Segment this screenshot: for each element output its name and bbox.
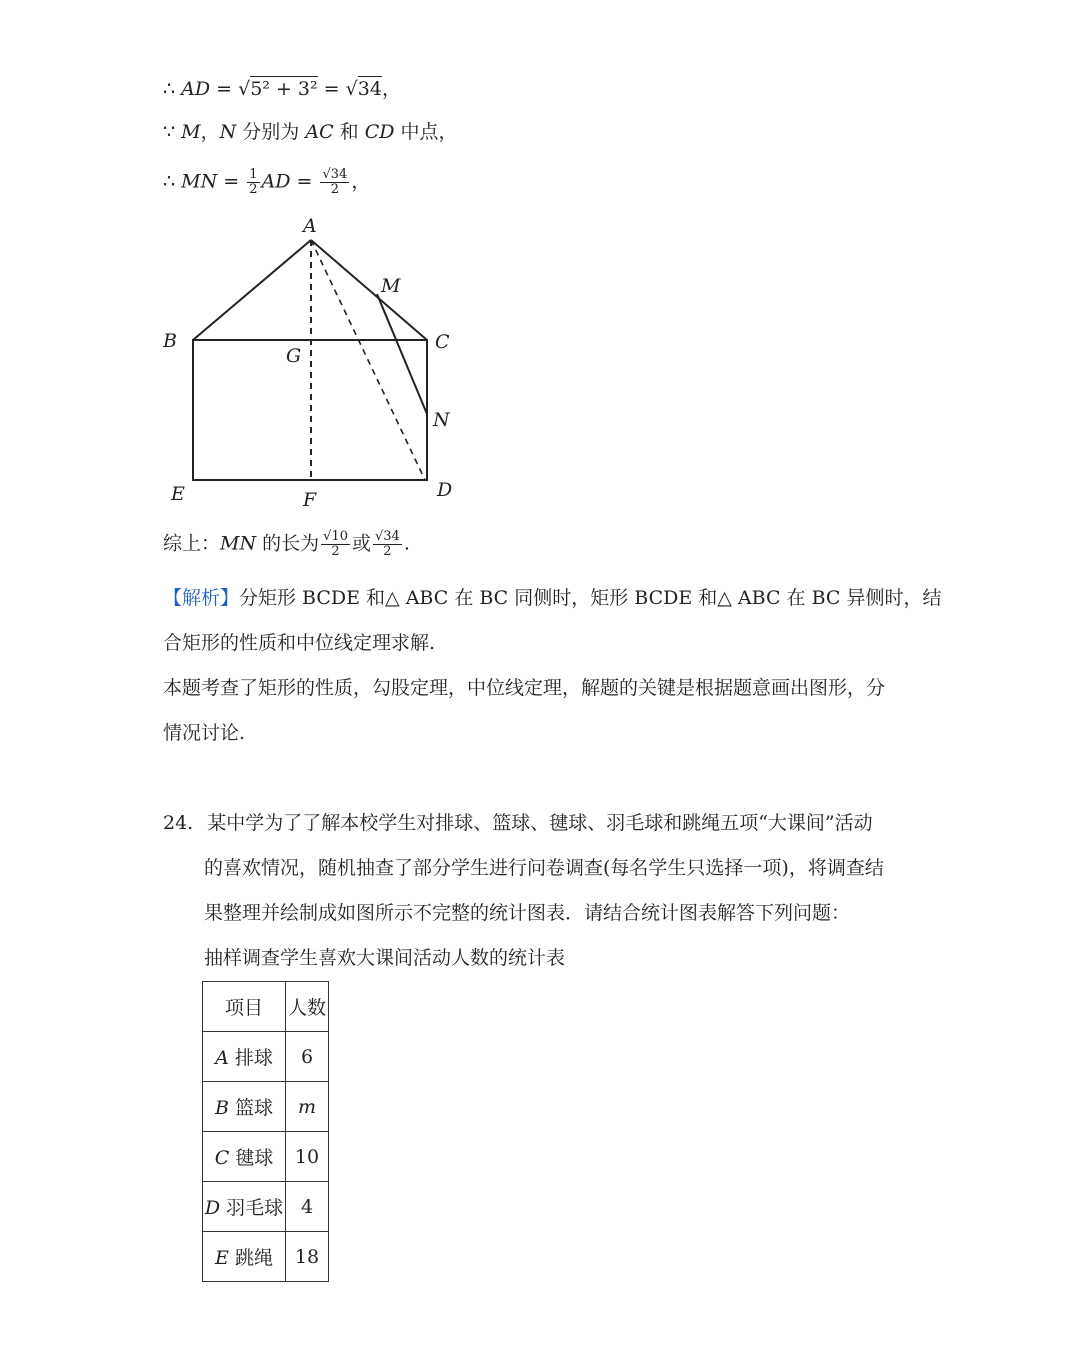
segment-mn [377,294,427,414]
item-letter: A [215,1047,229,1069]
text: 和 [333,121,365,143]
item-name: 毽球 [229,1147,274,1169]
midpoint-statement [163,119,458,145]
table-row [203,1082,329,1132]
label-d: D [437,479,453,501]
row-item [203,1232,286,1282]
therefore-symbol: ∴ [163,78,182,100]
or-text: 或 [351,532,371,555]
frac-den: 2 [330,182,340,197]
eq: = [217,170,246,193]
table-row [203,1182,329,1232]
therefore-symbol: ∴ [163,170,182,193]
table-title: 抽样调查学生喜欢大课间活动人数的统计表 [204,947,566,969]
row-count: 10 [286,1132,329,1182]
eq-sqrt-2: = √ [317,78,358,100]
question-number: 24. [163,812,194,834]
table-row [203,1232,329,1282]
question-line-2: 的喜欢情况，随机抽查了部分学生进行问卷调查(每名学生只选择一项)，将调查结 [204,857,884,879]
item-letter: C [214,1147,230,1169]
row-count: m [286,1082,329,1132]
label-m: M [381,275,401,297]
period: . [403,532,410,555]
table-row [203,1132,329,1182]
label-b: B [163,330,177,352]
table-header-row [203,982,329,1032]
header-count: 人数 [286,982,329,1032]
var-m: M [181,121,201,143]
label-n: N [433,409,450,431]
header-item: 项目 [203,982,286,1032]
analysis-tag: 【解析】 [163,587,240,609]
because-symbol: ∵ [163,121,182,143]
row-item [203,1082,286,1132]
analysis-line-1 [163,585,941,611]
fraction-sqrt34 [320,168,349,197]
fraction-sqrt34 [373,530,402,559]
item-name: 羽毛球 [220,1197,284,1219]
item-letter: B [214,1097,229,1119]
analysis-line-2: 合矩形的性质和中位线定理求解. [163,632,436,654]
equation-ad [163,76,401,102]
label-f: F [303,489,317,511]
label-e: E [171,483,185,505]
label-g: G [286,345,302,367]
analysis-line-3: 本题考查了矩形的性质，勾股定理，中位线定理，解题的关键是根据题意画出图形，分 [163,677,886,699]
fraction-sqrt10 [321,530,350,559]
row-count: 4 [286,1182,329,1232]
row-item [203,1182,286,1232]
eq: = [290,170,319,193]
row-item [203,1032,286,1082]
summary-prefix: 综上： [163,532,221,555]
eq-sqrt: = √ [210,78,251,100]
var-ad: AD [181,78,211,100]
comma: ， [200,121,220,143]
item-letter: E [215,1247,229,1269]
label-c: C [435,331,450,353]
table-row [203,1032,329,1082]
frac-den: 2 [331,544,340,559]
segment-ab [193,240,311,340]
question-line-1 [163,810,873,836]
analysis-text: 分矩形 BCDE 和△ ABC 在 BC 同侧时，矩形 BCDE 和△ ABC 在 BC 异侧时，结 [239,587,942,609]
label-a: A [303,215,317,237]
row-count: 6 [286,1032,329,1082]
text: 分别为 [236,121,306,143]
var-cd: CD [364,121,395,143]
radicand: 5² + 3² [250,78,318,100]
row-item [203,1132,286,1182]
summary-line [163,530,410,559]
segment-ac [311,240,427,340]
var-ad: AD [261,170,291,193]
segment-ad-dashed [311,240,425,480]
frac-den: 2 [249,182,258,197]
frac-num: √34 [322,167,348,182]
equation-mn [163,168,370,197]
var-n: N [219,121,237,143]
item-letter: D [204,1197,221,1219]
analysis-line-4: 情况讨论. [163,722,246,744]
geometry-diagram [155,212,475,512]
frac-den: 2 [383,544,392,559]
question-line-3: 果整理并绘制成如图所示不完整的统计图表．请结合统计图表解答下列问题： [204,902,851,924]
text: 中点， [394,121,458,143]
question-text: 某中学为了了解本校学生对排球、篮球、毽球、羽毛球和跳绳五项“大课间”活动 [207,812,873,834]
var-ac: AC [305,121,334,143]
var-mn: MN [220,532,257,555]
summary-text: 的长为 [256,532,320,555]
item-name: 篮球 [228,1097,273,1119]
comma: ， [381,78,401,100]
frac-num: √34 [375,529,400,544]
row-count: 18 [286,1232,329,1282]
frac-num: √10 [323,529,348,544]
frac-num: 1 [249,167,258,182]
stat-table [202,981,329,1282]
var-mn: MN [181,170,218,193]
item-name: 排球 [228,1047,273,1069]
radicand-2: 34 [357,78,382,100]
fraction-half [247,168,259,197]
comma: ， [351,170,371,193]
item-name: 跳绳 [228,1247,273,1269]
